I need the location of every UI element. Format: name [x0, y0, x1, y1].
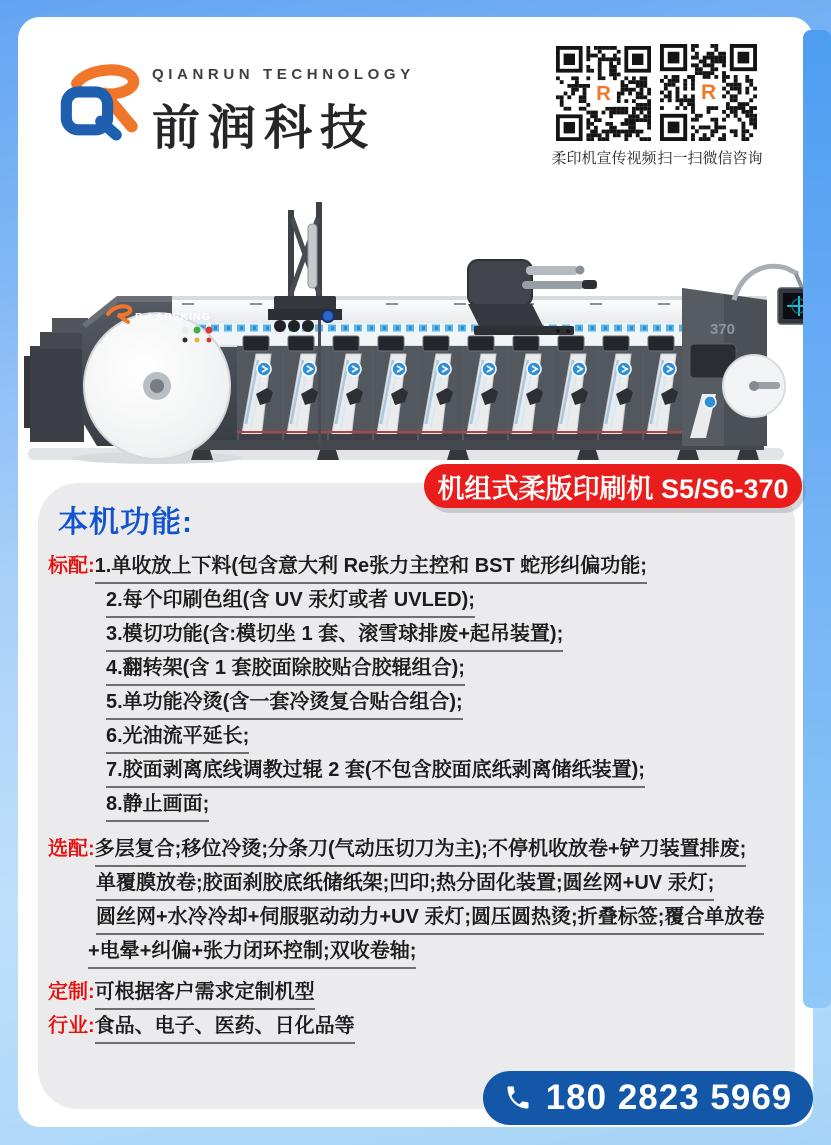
machine-rewinder-tower — [682, 288, 785, 446]
machine-brand-label: R-LABEKING — [135, 311, 211, 323]
feature-item: 2.每个印刷色组(含 UV 汞灯或者 UVLED); — [106, 589, 475, 618]
feature-row-standard-1 — [48, 555, 795, 584]
company-name-en: QIANRUN TECHNOLOGY — [152, 66, 415, 83]
optional-label: 选配: — [48, 838, 95, 860]
features-title: 本机功能: — [58, 506, 193, 539]
feature-item: +电晕+纠偏+张力闭环控制;双收卷轴; — [88, 940, 416, 969]
qr-monogram-icon — [56, 58, 142, 150]
standard-label: 标配: — [48, 555, 95, 577]
company-name-cn: 前润科技 — [152, 102, 377, 155]
decorative-right-band — [803, 30, 831, 1008]
phone-number: 180 2823 5969 — [545, 1078, 793, 1117]
machine-illustration — [22, 196, 810, 464]
feature-row-standard-3 — [48, 623, 795, 652]
machine-unwind-roll — [84, 313, 230, 459]
qr-code-video — [556, 46, 651, 141]
brand-text-block — [152, 66, 415, 158]
feature-row-optional-2 — [48, 872, 795, 901]
industry-label: 行业: — [48, 1015, 95, 1037]
custom-label: 定制: — [48, 981, 95, 1003]
feature-item: 多层复合;移位冷烫;分条刀(气动压切刀为主);不停机收放卷+铲刀装置排废; — [95, 838, 747, 867]
machine-side-boxes — [24, 318, 88, 442]
feature-item: 7.胶面剥离底线调教过辊 2 套(不包含胶面底纸剥离储纸装置); — [106, 759, 645, 788]
feature-item: 8.静止画面; — [106, 793, 209, 822]
qr-caption-video: 柔印机宣传视频 — [551, 150, 657, 167]
model-banner: 机组式柔版印刷机 S5/S6-370 — [424, 464, 802, 508]
feature-row-optional-1 — [48, 838, 795, 867]
feature-item: 食品、电子、医药、日化品等 — [95, 1015, 355, 1044]
feature-row-standard-5 — [48, 691, 795, 720]
feature-item: 4.翻转架(含 1 套胶面除胶贴合胶辊组合); — [106, 657, 465, 686]
svg-text:R: R — [700, 81, 717, 105]
feature-row-optional-4 — [48, 940, 795, 969]
feature-item: 圆丝网+水冷冷却+伺服驱动动力+UV 汞灯;圆压圆热烫;折叠标签;覆合单放卷 — [96, 906, 764, 935]
feature-item: 单覆膜放卷;胶面刹胶底纸储纸架;凹印;热分固化装置;圆丝网+UV 汞灯; — [96, 872, 714, 901]
feature-row-optional-3 — [48, 906, 795, 935]
feature-row-standard-4 — [48, 657, 795, 686]
feature-item: 可根据客户需求定制机型 — [95, 981, 315, 1010]
feature-row-standard-8 — [48, 793, 795, 822]
svg-text:R: R — [596, 81, 611, 105]
feature-row-custom — [48, 981, 795, 1010]
qr-code-wechat — [660, 44, 757, 141]
feature-row-standard-7 — [48, 759, 795, 788]
feature-row-standard-2 — [48, 589, 795, 618]
phone-button[interactable] — [483, 1071, 813, 1125]
qr-caption-wechat: 扫一扫微信咨询 — [657, 150, 763, 167]
feature-item: 3.模切功能(含:模切坐 1 套、滚雪球排废+起吊装置); — [106, 623, 563, 652]
feature-row-standard-6 — [48, 725, 795, 754]
feature-row-industry — [48, 1015, 795, 1044]
features-panel — [38, 483, 795, 1109]
phone-icon — [504, 1084, 532, 1112]
feature-item: 1.单收放上下料(包含意大利 Re张力主控和 BST 蛇形纠偏功能; — [95, 555, 647, 584]
feature-item: 5.单功能冷烫(含一套冷烫复合贴合组合); — [106, 691, 463, 720]
machine-print-stations — [237, 336, 687, 441]
machine-model-label: 370 — [710, 321, 736, 338]
feature-item: 6.光油流平延长; — [106, 725, 249, 754]
